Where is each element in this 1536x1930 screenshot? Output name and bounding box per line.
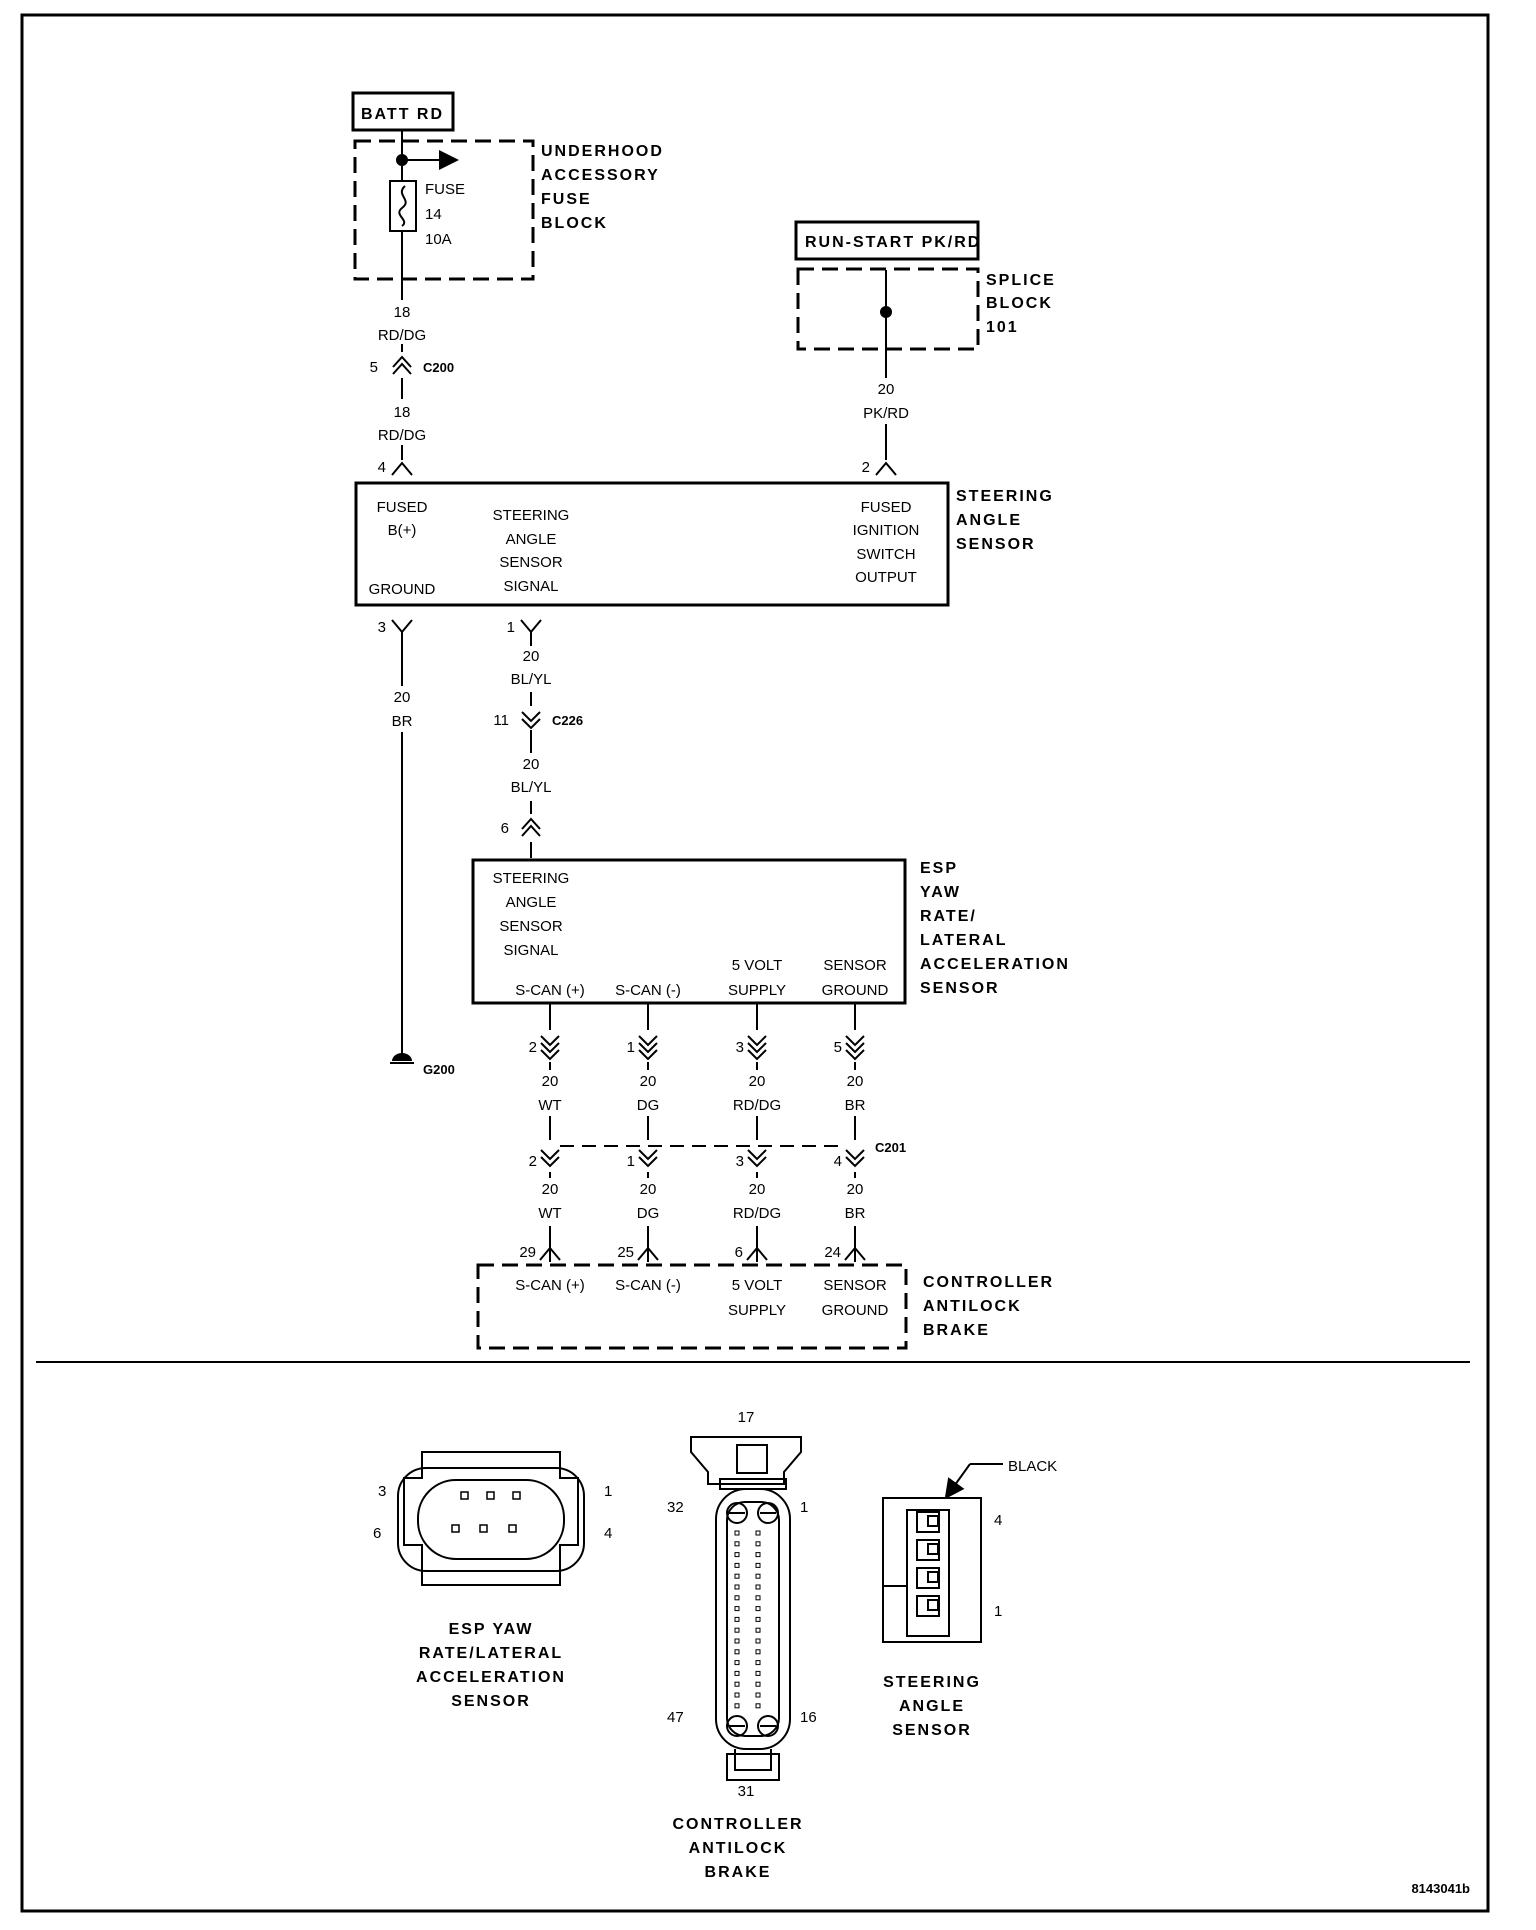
svg-text:STEERING: STEERING [492,870,570,887]
fuse-number: 14 [425,206,442,223]
pin-cavity [756,1693,760,1697]
svg-text:1: 1 [604,1483,613,1500]
svg-text:YAW: YAW [920,884,961,901]
connector-c200 [370,352,454,378]
pin-arrow [521,620,541,632]
cab-pin-column [735,1531,739,1708]
pin-cavity [735,1682,739,1686]
svg-text:WT: WT [538,1205,562,1222]
svg-text:5: 5 [833,1039,842,1056]
wire-color: BL/YL [510,671,552,688]
svg-text:3: 3 [378,1483,387,1500]
pin-cavity [735,1607,739,1611]
svg-text:STEERING: STEERING [956,488,1054,505]
svg-text:SIGNAL: SIGNAL [503,578,559,595]
pin-cavity [735,1628,739,1632]
svg-text:1: 1 [994,1603,1003,1620]
svg-text:SENSOR: SENSOR [892,1722,972,1739]
svg-text:20: 20 [639,1181,657,1198]
svg-text:SENSOR: SENSOR [823,1277,887,1294]
pin-cavity [756,1671,760,1675]
svg-text:FUSED: FUSED [376,499,428,516]
svg-text:GROUND: GROUND [821,982,889,999]
pin-cavity [756,1682,760,1686]
svg-text:3: 3 [735,1153,744,1170]
svg-text:RD/DG: RD/DG [732,1097,782,1114]
wire-color: BR [391,713,413,730]
svg-text:RATE/: RATE/ [920,908,977,925]
splice-block-101 [798,269,1056,349]
svg-text:RD/DG: RD/DG [732,1205,782,1222]
wire-gauge: 20 [877,381,895,398]
svg-text:5 VOLT: 5 VOLT [731,1277,783,1294]
wire-gauge: 18 [393,304,411,321]
svg-text:C226: C226 [552,713,584,728]
svg-text:OUTPUT: OUTPUT [855,569,917,586]
svg-text:20: 20 [748,1073,766,1090]
pin-cavity [735,1671,739,1675]
wire-sensor-ground [824,1003,877,1262]
svg-text:ANGLE: ANGLE [505,531,557,548]
svg-text:6: 6 [734,1244,743,1261]
svg-text:BR: BR [844,1097,866,1114]
wire-5v-supply [731,1003,783,1262]
esp-yaw-rate-sensor [473,860,1070,1003]
cab-connector-view [667,1409,817,1881]
svg-text:BATT RD: BATT RD [361,106,445,123]
svg-text:20: 20 [639,1073,657,1090]
pin-cavity [735,1617,739,1621]
svg-text:DG: DG [636,1097,660,1114]
pin-number: 1 [506,619,515,636]
pin-arrow [392,463,412,475]
pin-cavity [756,1531,760,1535]
svg-text:WT: WT [538,1097,562,1114]
svg-text:25: 25 [617,1244,634,1261]
svg-text:4: 4 [833,1153,842,1170]
pin-cavity [735,1563,739,1567]
svg-text:31: 31 [737,1783,755,1800]
svg-text:5: 5 [369,359,378,376]
pin-cavity [756,1585,760,1589]
svg-text:4: 4 [994,1512,1003,1529]
controller-antilock-brake [478,1265,1054,1348]
fuse-rating: 10A [425,231,452,248]
wire-gauge: 18 [393,404,411,421]
steering-angle-sensor [356,483,1054,605]
pin-cavity [735,1585,739,1589]
esp-connector-view [373,1452,612,1710]
svg-text:IGNITION: IGNITION [852,522,920,539]
pin-number: 6 [500,820,509,837]
wire-scan-minus [617,1003,670,1262]
svg-text:CONTROLLER: CONTROLLER [672,1816,804,1833]
svg-text:11: 11 [493,712,509,729]
pin-cavity [735,1693,739,1697]
svg-text:ESP: ESP [920,860,959,877]
cab-pin-column [756,1531,760,1708]
pin-cavity [735,1639,739,1643]
svg-text:S-CAN (+): S-CAN (+) [515,1277,585,1294]
pin-cavity [756,1563,760,1567]
run-start-label [796,222,981,259]
svg-text:ANGLE: ANGLE [956,512,1022,529]
wire-color: RD/DG [377,327,427,344]
pin-cavity [756,1574,760,1578]
svg-text:G200: G200 [423,1062,455,1077]
svg-text:SENSOR: SENSOR [499,918,563,935]
svg-text:20: 20 [541,1181,559,1198]
svg-text:2: 2 [528,1039,537,1056]
svg-text:C201: C201 [875,1140,907,1155]
fuse-block-title: UNDERHOOD [541,143,664,160]
svg-text:FUSED: FUSED [860,499,912,516]
svg-text:LATERAL: LATERAL [920,932,1008,949]
svg-text:S-CAN (-): S-CAN (-) [615,1277,681,1294]
svg-text:SUPPLY: SUPPLY [727,982,787,999]
svg-text:SUPPLY: SUPPLY [727,1302,787,1319]
svg-text:BRAKE: BRAKE [704,1864,772,1881]
svg-text:24: 24 [824,1244,841,1261]
wire-gauge: 20 [522,756,540,773]
pin-cavity [756,1650,760,1654]
wire-color: BL/YL [510,779,552,796]
svg-text:20: 20 [846,1073,864,1090]
fuse-block-title-2: ACCESSORY [541,167,660,184]
wire-color: RD/DG [377,427,427,444]
wire-color: PK/RD [863,405,909,422]
pin-cavity [756,1607,760,1611]
pin-arrow [876,463,896,475]
pin-cavity [756,1628,760,1632]
svg-text:47: 47 [667,1709,684,1726]
svg-text:SENSOR: SENSOR [499,554,563,571]
fuse-block-title-3: FUSE [541,191,592,208]
svg-text:GROUND: GROUND [821,1302,889,1319]
svg-text:BR: BR [844,1205,866,1222]
svg-text:32: 32 [667,1499,684,1516]
connector-c226 [493,706,583,730]
svg-text:B(+): B(+) [387,522,417,539]
svg-text:17: 17 [737,1409,755,1426]
svg-text:STEERING: STEERING [883,1674,981,1691]
svg-text:RATE/LATERAL: RATE/LATERAL [418,1645,564,1662]
pin-cavity [735,1531,739,1535]
svg-text:S-CAN (-): S-CAN (-) [615,982,681,999]
pin-cavity [756,1639,760,1643]
pin-cavity [756,1596,760,1600]
pin-arrow [392,620,412,632]
pin-cavity [756,1661,760,1665]
pin-cavity [735,1574,739,1578]
svg-text:SENSOR: SENSOR [823,957,887,974]
svg-text:ESP YAW: ESP YAW [448,1621,534,1638]
sas-connector-view [883,1458,1057,1739]
svg-text:S-CAN (+): S-CAN (+) [515,982,585,999]
wire-scan-plus [519,1003,572,1262]
svg-text:STEERING: STEERING [492,507,570,524]
svg-text:SPLICE: SPLICE [986,272,1056,289]
svg-text:1: 1 [626,1153,635,1170]
svg-text:29: 29 [519,1244,536,1261]
pin-cavity [756,1704,760,1708]
svg-text:BRAKE: BRAKE [923,1322,990,1339]
connector-color-label: BLACK [1008,1458,1058,1475]
svg-text:1: 1 [800,1499,809,1516]
svg-text:2: 2 [528,1153,537,1170]
svg-text:4: 4 [604,1525,613,1542]
svg-text:CONTROLLER: CONTROLLER [923,1274,1055,1291]
svg-text:ANGLE: ANGLE [505,894,557,911]
svg-text:ANTILOCK: ANTILOCK [923,1298,1022,1315]
pin-cavity [756,1553,760,1557]
diagram-id: 8143041b [1411,1881,1470,1896]
pin-number: 4 [377,459,386,476]
svg-text:5 VOLT: 5 VOLT [731,957,783,974]
svg-text:6: 6 [373,1525,382,1542]
svg-text:1: 1 [626,1039,635,1056]
pin-number: 3 [377,619,386,636]
wire-gauge: 20 [522,648,540,665]
battery-label [353,93,453,130]
svg-text:RUN-START PK/RD: RUN-START PK/RD [805,234,982,251]
svg-text:ACCELERATION: ACCELERATION [920,956,1070,973]
pin-cavity [735,1542,739,1546]
svg-text:20: 20 [846,1181,864,1198]
pin-cavity [735,1704,739,1708]
svg-text:16: 16 [800,1709,817,1726]
ground-g200 [390,1053,455,1077]
pin-cavity [735,1650,739,1654]
fuse-block-title-4: BLOCK [541,215,608,232]
svg-text:20: 20 [748,1181,766,1198]
pin-cavity [735,1661,739,1665]
svg-text:ACCELERATION: ACCELERATION [416,1669,566,1686]
pin-cavity [756,1542,760,1546]
svg-text:SENSOR: SENSOR [451,1693,531,1710]
pin-cavity [735,1553,739,1557]
svg-text:SWITCH: SWITCH [856,546,916,563]
svg-text:101: 101 [986,319,1019,336]
svg-text:3: 3 [735,1039,744,1056]
svg-text:ANTILOCK: ANTILOCK [688,1840,788,1857]
pin-number: 2 [861,459,870,476]
svg-text:BLOCK: BLOCK [986,295,1053,312]
svg-text:GROUND: GROUND [368,581,436,598]
svg-text:DG: DG [636,1205,660,1222]
svg-text:C200: C200 [423,360,455,375]
wire-gauge: 20 [393,689,411,706]
svg-text:ANGLE: ANGLE [899,1698,965,1715]
svg-text:SIGNAL: SIGNAL [503,942,559,959]
svg-text:SENSOR: SENSOR [956,536,1036,553]
svg-text:20: 20 [541,1073,559,1090]
svg-text:SENSOR: SENSOR [920,980,1000,997]
fuse-label: FUSE [425,181,466,198]
pin-cavity [735,1596,739,1600]
pin-cavity [756,1617,760,1621]
